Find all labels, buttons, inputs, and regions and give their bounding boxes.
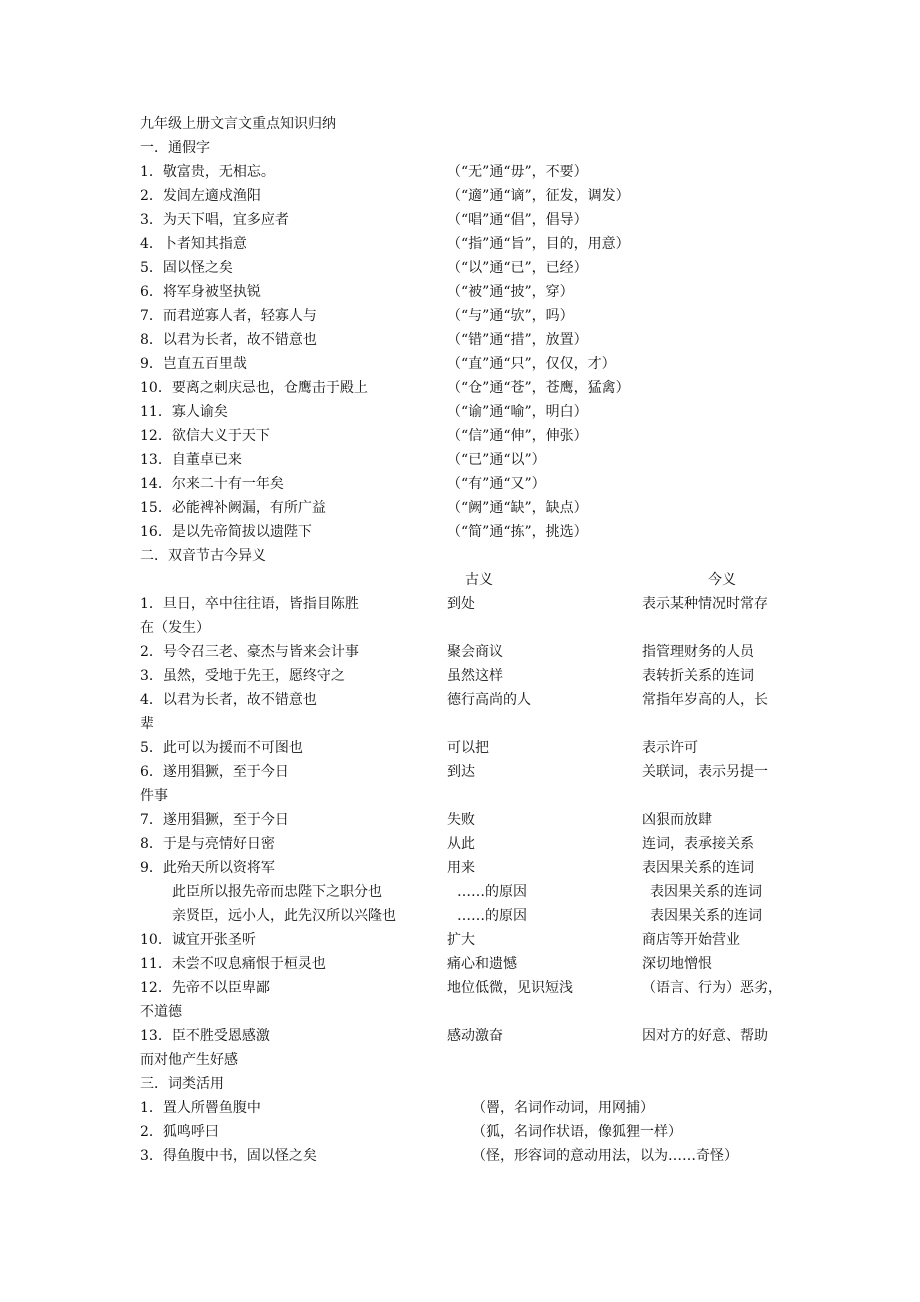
tongjia-row [0, 424, 920, 448]
huoyong-row [0, 1096, 920, 1120]
guji-ancient-meaning: 地位低微，见识短浅 [447, 980, 573, 996]
guji-ancient-meaning: 从此 [447, 836, 475, 852]
guji-modern-meaning-cont: 在（发生） [140, 620, 210, 636]
guji-ancient-meaning: 虽然这样 [447, 668, 503, 684]
tongjia-note: （“谕”通“喻”，明白） [447, 404, 588, 420]
guji-sentence: 6．遂用猖獗，至于今日 [140, 764, 289, 780]
guji-modern-meaning: 深切地憎恨 [642, 956, 712, 972]
tongjia-sentence: 10．要离之刺庆忌也，仓鹰击于殿上 [140, 380, 368, 396]
tongjia-sentence: 4．卜者知其指意 [140, 236, 247, 252]
tongjia-row [0, 304, 920, 328]
tongjia-sentence: 5．固以怪之矣 [140, 260, 233, 276]
tongjia-sentence: 14．尔来二十有一年矣 [140, 476, 284, 492]
guji-row-continuation [0, 784, 920, 808]
tongjia-note: （“与”通“欤”，吗） [447, 308, 574, 324]
guji-modern-meaning-cont: 而对他产生好感 [140, 1052, 238, 1068]
guji-ancient-meaning: ……的原因 [457, 884, 527, 900]
guji-modern-meaning-cont: 件事 [140, 788, 168, 804]
guji-row [0, 736, 920, 760]
tongjia-sentence: 11．寡人谕矣 [140, 404, 228, 420]
guji-header-row [0, 568, 920, 592]
tongjia-row [0, 376, 920, 400]
tongjia-sentence: 15．必能裨补阙漏，有所广益 [140, 500, 326, 516]
guji-modern-meaning: 表因果关系的连词 [650, 908, 762, 924]
tongjia-row [0, 472, 920, 496]
guji-sentence: 9．此殆天所以资将军 [140, 860, 275, 876]
tongjia-note: （“信”通“伸”，伸张） [447, 428, 588, 444]
guji-row [0, 1024, 920, 1048]
guji-row [0, 808, 920, 832]
tongjia-row [0, 352, 920, 376]
guji-modern-meaning-cont: 不道德 [140, 1004, 182, 1020]
guji-sentence: 2．号令召三老、豪杰与皆来会计事 [140, 644, 359, 660]
guji-row-continuation [0, 616, 920, 640]
guji-ancient-meaning: 失败 [447, 812, 475, 828]
tongjia-sentence: 16．是以先帝简拔以遗陛下 [140, 524, 312, 540]
guji-modern-meaning: 凶狠而放肆 [642, 812, 712, 828]
tongjia-row [0, 400, 920, 424]
tongjia-note: （“阙”通“缺”，缺点） [447, 500, 588, 516]
guji-sentence: 此臣所以报先帝而忠陛下之职分也 [172, 884, 382, 900]
tongjia-row [0, 448, 920, 472]
guji-modern-meaning: 关联词，表示另提一 [642, 764, 768, 780]
guji-ancient-meaning: 到处 [447, 596, 475, 612]
guji-ancient-meaning: 可以把 [447, 740, 489, 756]
tongjia-note: （“直”通“只”，仅仅，才） [447, 356, 616, 372]
huoyong-sentence: 1．置人所罾鱼腹中 [140, 1100, 261, 1116]
column-header-jin: 今义 [708, 572, 736, 588]
guji-modern-meaning: 指管理财务的人员 [642, 644, 754, 660]
section-heading-line [0, 1072, 920, 1096]
guji-modern-meaning: 表示某种情况时常存 [642, 596, 768, 612]
guji-sentence: 10．诚宜开张圣听 [140, 932, 256, 948]
guji-modern-meaning-cont: 辈 [140, 716, 154, 732]
tongjia-row [0, 280, 920, 304]
guji-row [0, 592, 920, 616]
guji-ancient-meaning: 用来 [447, 860, 475, 876]
guji-row-continuation [0, 1048, 920, 1072]
tongjia-sentence: 3．为天下唱，宜多应者 [140, 212, 289, 228]
tongjia-note: （“適”通“谪”，征发，调发） [447, 188, 630, 204]
guji-row [0, 688, 920, 712]
tongjia-row [0, 160, 920, 184]
tongjia-row [0, 256, 920, 280]
guji-row [0, 832, 920, 856]
tongjia-sentence: 9．岂直五百里哉 [140, 356, 247, 372]
guji-row-continuation [0, 1000, 920, 1024]
guji-sentence: 4．以君为长者，故不错意也 [140, 692, 317, 708]
guji-row [0, 640, 920, 664]
tongjia-sentence: 2．发闾左適戍渔阳 [140, 188, 261, 204]
section-heading-guji: 二．双音节古今异义 [140, 548, 266, 564]
guji-row [0, 952, 920, 976]
tongjia-row [0, 496, 920, 520]
column-header-gu: 古义 [465, 572, 493, 588]
document-title: 九年级上册文言文重点知识归纳 [140, 116, 336, 132]
tongjia-row [0, 208, 920, 232]
guji-modern-meaning: 表示许可 [642, 740, 698, 756]
tongjia-row [0, 184, 920, 208]
guji-modern-meaning: 表因果关系的连词 [642, 860, 754, 876]
guji-modern-meaning: （语言、行为）恶劣， [642, 980, 782, 996]
guji-modern-meaning: 表转折关系的连词 [642, 668, 754, 684]
tongjia-sentence: 1．敬富贵，无相忘。 [140, 164, 275, 180]
tongjia-note: （“仓”通“苍”，苍鹰，猛禽） [447, 380, 630, 396]
guji-row [0, 880, 920, 904]
tongjia-note: （“指”通“旨”，目的，用意） [447, 236, 630, 252]
tongjia-sentence: 8．以君为长者，故不错意也 [140, 332, 317, 348]
huoyong-sentence: 3．得鱼腹中书，固以怪之矣 [140, 1148, 317, 1164]
tongjia-row [0, 328, 920, 352]
guji-sentence: 7．遂用猖獗，至于今日 [140, 812, 289, 828]
guji-ancient-meaning: 聚会商议 [447, 644, 503, 660]
guji-row [0, 856, 920, 880]
guji-sentence: 8．于是与亮情好日密 [140, 836, 275, 852]
tongjia-note: （“唱”通“倡”，倡导） [447, 212, 588, 228]
guji-sentence: 12．先帝不以臣卑鄙 [140, 980, 270, 996]
guji-sentence: 13．臣不胜受恩感激 [140, 1028, 270, 1044]
guji-ancient-meaning: 德行高尚的人 [447, 692, 531, 708]
section-heading-huoyong: 三．词类活用 [140, 1076, 224, 1092]
guji-row [0, 664, 920, 688]
guji-row-continuation [0, 712, 920, 736]
guji-row [0, 928, 920, 952]
huoyong-row [0, 1144, 920, 1168]
tongjia-note: （“无”通“毋”，不要） [447, 164, 588, 180]
guji-sentence: 5．此可以为援而不可图也 [140, 740, 303, 756]
guji-ancient-meaning: 痛心和遗憾 [447, 956, 517, 972]
tongjia-row [0, 520, 920, 544]
huoyong-sentence: 2．狐鸣呼曰 [140, 1124, 219, 1140]
guji-modern-meaning: 常指年岁高的人，长 [642, 692, 768, 708]
guji-sentence: 11．未尝不叹息痛恨于桓灵也 [140, 956, 326, 972]
document-title-line [0, 112, 920, 136]
tongjia-sentence: 7．而君逆寡人者，轻寡人与 [140, 308, 317, 324]
guji-ancient-meaning: 扩大 [447, 932, 475, 948]
guji-sentence: 3．虽然，受地于先王，愿终守之 [140, 668, 345, 684]
tongjia-note: （“已”通“以”） [447, 452, 546, 468]
huoyong-row [0, 1120, 920, 1144]
section-heading-tongjia: 一．通假字 [140, 140, 210, 156]
tongjia-sentence: 12．欲信大义于天下 [140, 428, 270, 444]
guji-ancient-meaning: 感动激奋 [447, 1028, 503, 1044]
tongjia-sentence: 6．将军身被坚执锐 [140, 284, 261, 300]
guji-row [0, 976, 920, 1000]
guji-sentence: 亲贤臣，远小人，此先汉所以兴隆也 [172, 908, 396, 924]
guji-modern-meaning: 表因果关系的连词 [650, 884, 762, 900]
guji-ancient-meaning: 到达 [447, 764, 475, 780]
huoyong-note: （狐，名词作状语，像狐狸一样） [472, 1124, 682, 1140]
section-heading-line [0, 544, 920, 568]
guji-row [0, 760, 920, 784]
tongjia-note: （“错”通“措”，放置） [447, 332, 588, 348]
huoyong-note: （怪，形容词的意动用法，以为……奇怪） [472, 1148, 738, 1164]
section-heading-line [0, 136, 920, 160]
tongjia-note: （“有”通“又”） [447, 476, 546, 492]
tongjia-note: （“被”通“披”，穿） [447, 284, 574, 300]
guji-modern-meaning: 因对方的好意、帮助 [642, 1028, 768, 1044]
guji-modern-meaning: 连词，表承接关系 [642, 836, 754, 852]
tongjia-sentence: 13．自董卓已来 [140, 452, 242, 468]
tongjia-note: （“以”通“已”，已经） [447, 260, 588, 276]
guji-modern-meaning: 商店等开始营业 [642, 932, 740, 948]
tongjia-row [0, 232, 920, 256]
guji-sentence: 1．旦日，卒中往往语，皆指目陈胜 [140, 596, 359, 612]
guji-ancient-meaning: ……的原因 [457, 908, 527, 924]
tongjia-note: （“简”通“拣”，挑选） [447, 524, 588, 540]
huoyong-note: （罾，名词作动词，用网捕） [472, 1100, 654, 1116]
guji-row [0, 904, 920, 928]
